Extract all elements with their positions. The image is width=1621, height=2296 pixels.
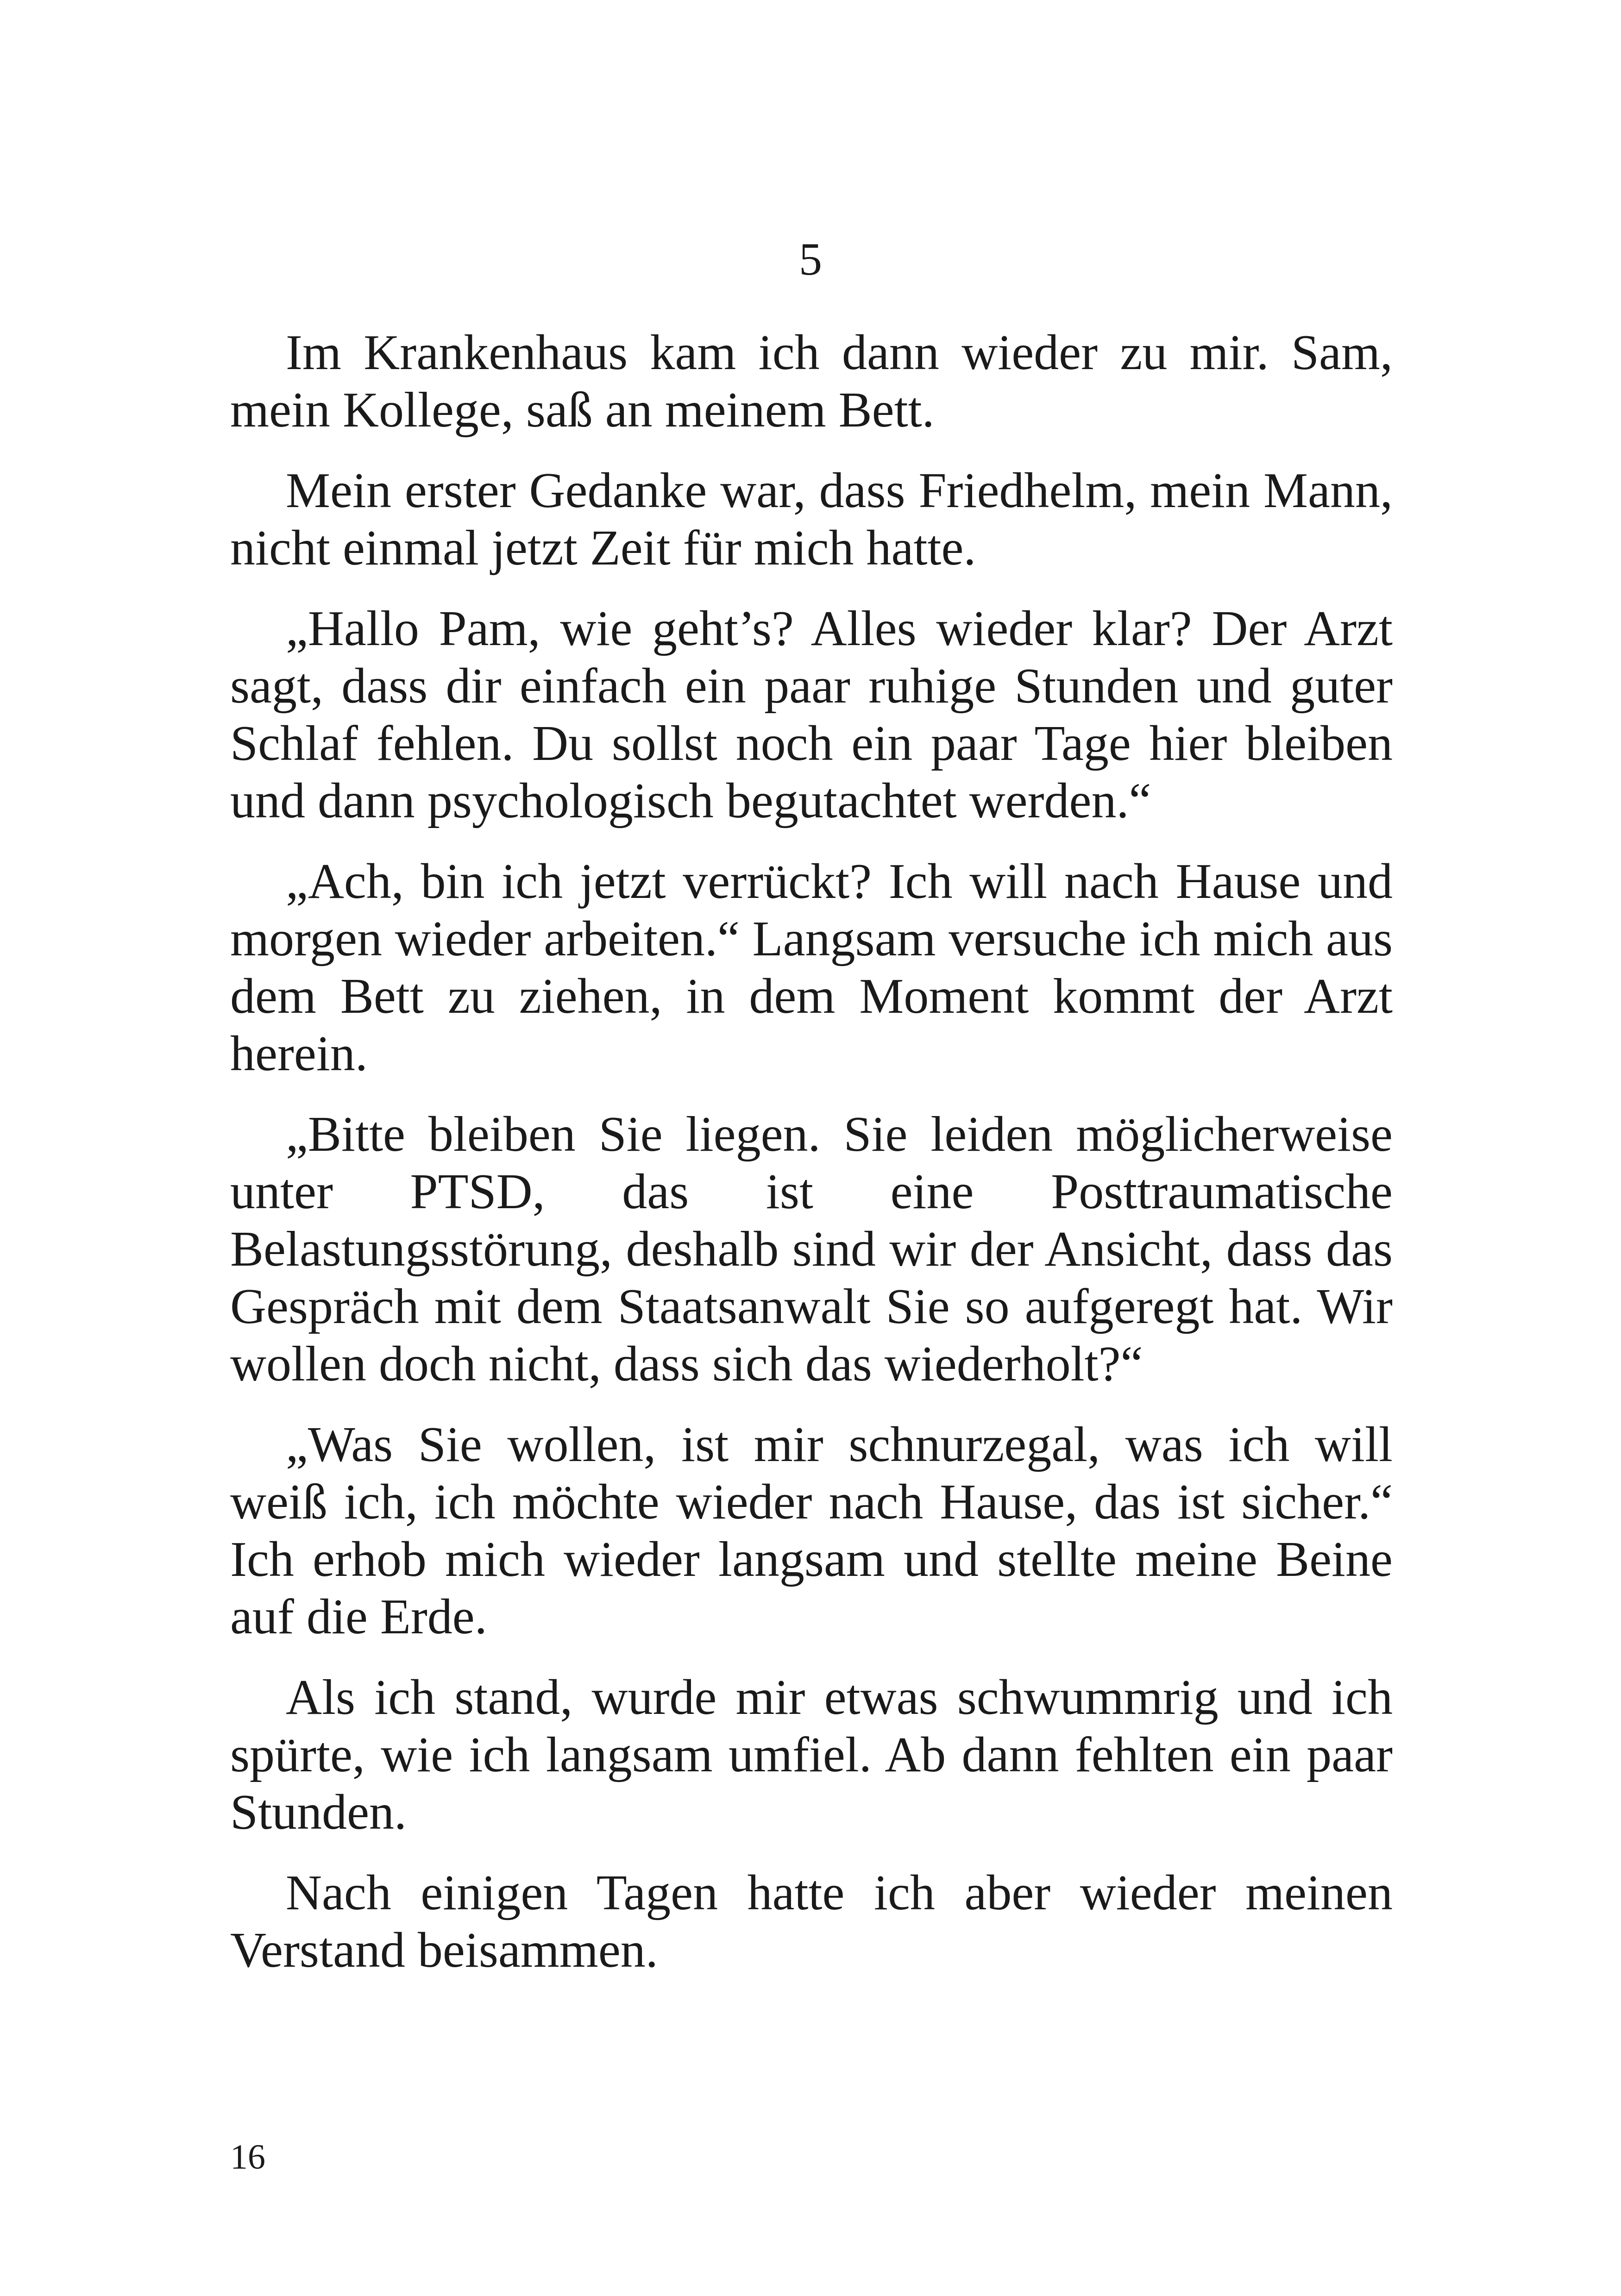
paragraph: „Hallo Pam, wie geht’s? Alles wieder klar? Der Arzt sagt, dass dir einfach ein paar ruhige Stunden und guter Schlaf fehlen. Du sollst noch ein paar Tage hier bleiben und dann psychologisch begutachtet werden.“ <box>230 601 1393 828</box>
paragraph: „Was Sie wollen, ist mir schnurzegal, was ich will weiß ich, ich möchte wieder nach Hause, das ist sicher.“ Ich erhob mich wieder langsam und stellte meine Beine auf die Erde. <box>230 1417 1393 1644</box>
chapter-number: 5 <box>799 233 822 285</box>
paragraph: „Bitte bleiben Sie liegen. Sie leiden möglicherweise unter PTSD, das ist eine Posttraumatische Belastungsstörung, deshalb sind wir der Ansicht, dass das Gespräch mit dem Staatsanwalt Sie so aufgeregt hat. Wir wollen doch nicht, dass sich das wiederholt?“ <box>230 1107 1393 1392</box>
paragraph: Als ich stand, wurde mir etwas schwummrig und ich spürte, wie ich langsam umfiel. Ab dann fehlten ein paar Stunden. <box>230 1670 1393 1840</box>
paragraph: Nach einigen Tagen hatte ich aber wieder meinen Verstand beisammen. <box>230 1865 1393 1978</box>
paragraph: Mein erster Gedanke war, dass Friedhelm, mein Mann, nicht einmal jetzt Zeit für mich hatte. <box>230 463 1393 576</box>
page-number: 16 <box>230 2138 265 2177</box>
chapter-body <box>230 324 1393 2002</box>
paragraph: „Ach, bin ich jetzt verrückt? Ich will nach Hause und morgen wieder arbeiten.“ Langsam versuche ich mich aus dem Bett zu ziehen, in dem Moment kommt der Arzt herein. <box>230 854 1393 1081</box>
paragraph: Im Krankenhaus kam ich dann wieder zu mir. Sam, mein Kollege, saß an meinem Bett. <box>230 325 1393 438</box>
